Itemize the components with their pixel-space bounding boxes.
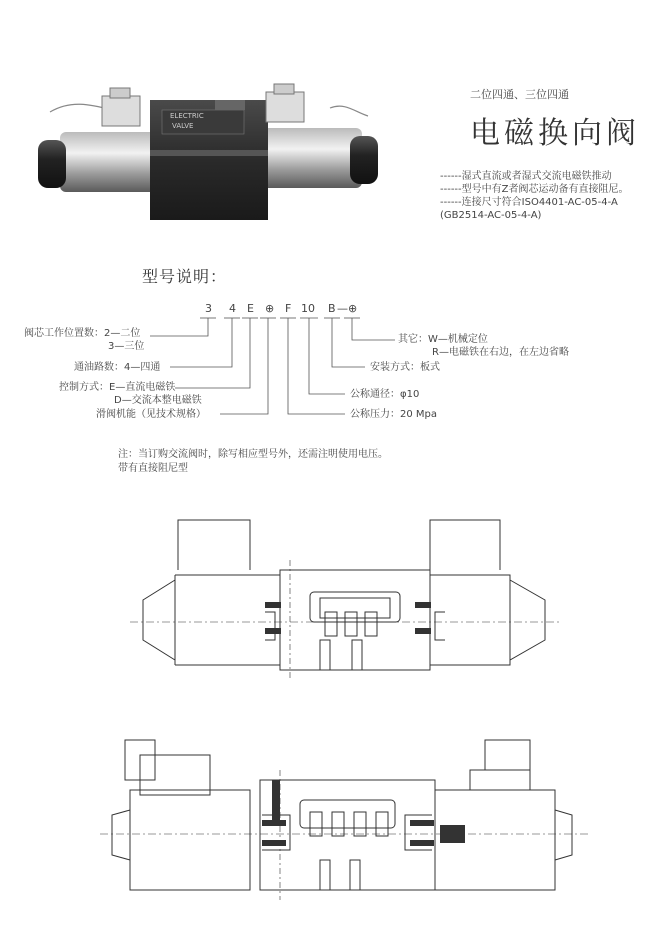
code-mounting: B [328,302,336,315]
note-2: 带有直接阻尼型 [118,463,188,474]
code-positions: 3 [205,302,212,315]
feature-1: ------湿式直流或者湿式交流电磁铁推动 [440,171,612,182]
label-function: 滑阀机能（见技术规格） [96,409,206,420]
label-control-1: 控制方式：E—直流电磁铁 [59,382,176,393]
feature-2: ------型号中有Z者阀芯运动备有直接阻尼。 [440,184,629,195]
code-dash: — [337,302,348,315]
label-diameter: 公称通径：φ10 [350,389,420,400]
label-other-2: R—电磁铁在右边，在左边省略 [432,347,569,358]
feature-3: ------连接尺寸符合ISO4401-AC-05-4-A [440,197,618,208]
nameplate-text-1: ELECTRIC [170,112,204,120]
feature-4: (GB2514-AC-05-4-A) [440,210,542,221]
label-mounting: 安装方式：板式 [370,362,440,373]
note-1: 注：当订购交流阀时，除写相应型号外，还需注明使用电压。 [118,449,388,460]
label-ways: 通油路数：4—四通 [74,362,161,373]
product-title: 电磁换向阀 [470,116,640,151]
label-positions-1: 阀芯工作位置数：2—二位 [24,328,141,339]
label-control-2: D—交流本整电磁铁 [114,395,202,406]
model-heading: 型号说明： [142,267,228,286]
label-positions-2: 3—三位 [108,341,145,352]
product-subtitle: 二位四通、三位四通 [470,88,569,101]
nameplate-text-2: VALVE [172,122,194,130]
code-ways: 4 [229,302,236,315]
code-diameter: 10 [301,302,315,315]
code-other: ⊕ [348,302,358,315]
code-control: E [247,302,254,315]
code-function: ⊕ [265,302,275,315]
label-pressure: 公称压力：20 Mpa [350,409,438,420]
label-other-1: 其它：W—机械定位 [398,334,488,345]
code-pressure: F [285,302,292,315]
